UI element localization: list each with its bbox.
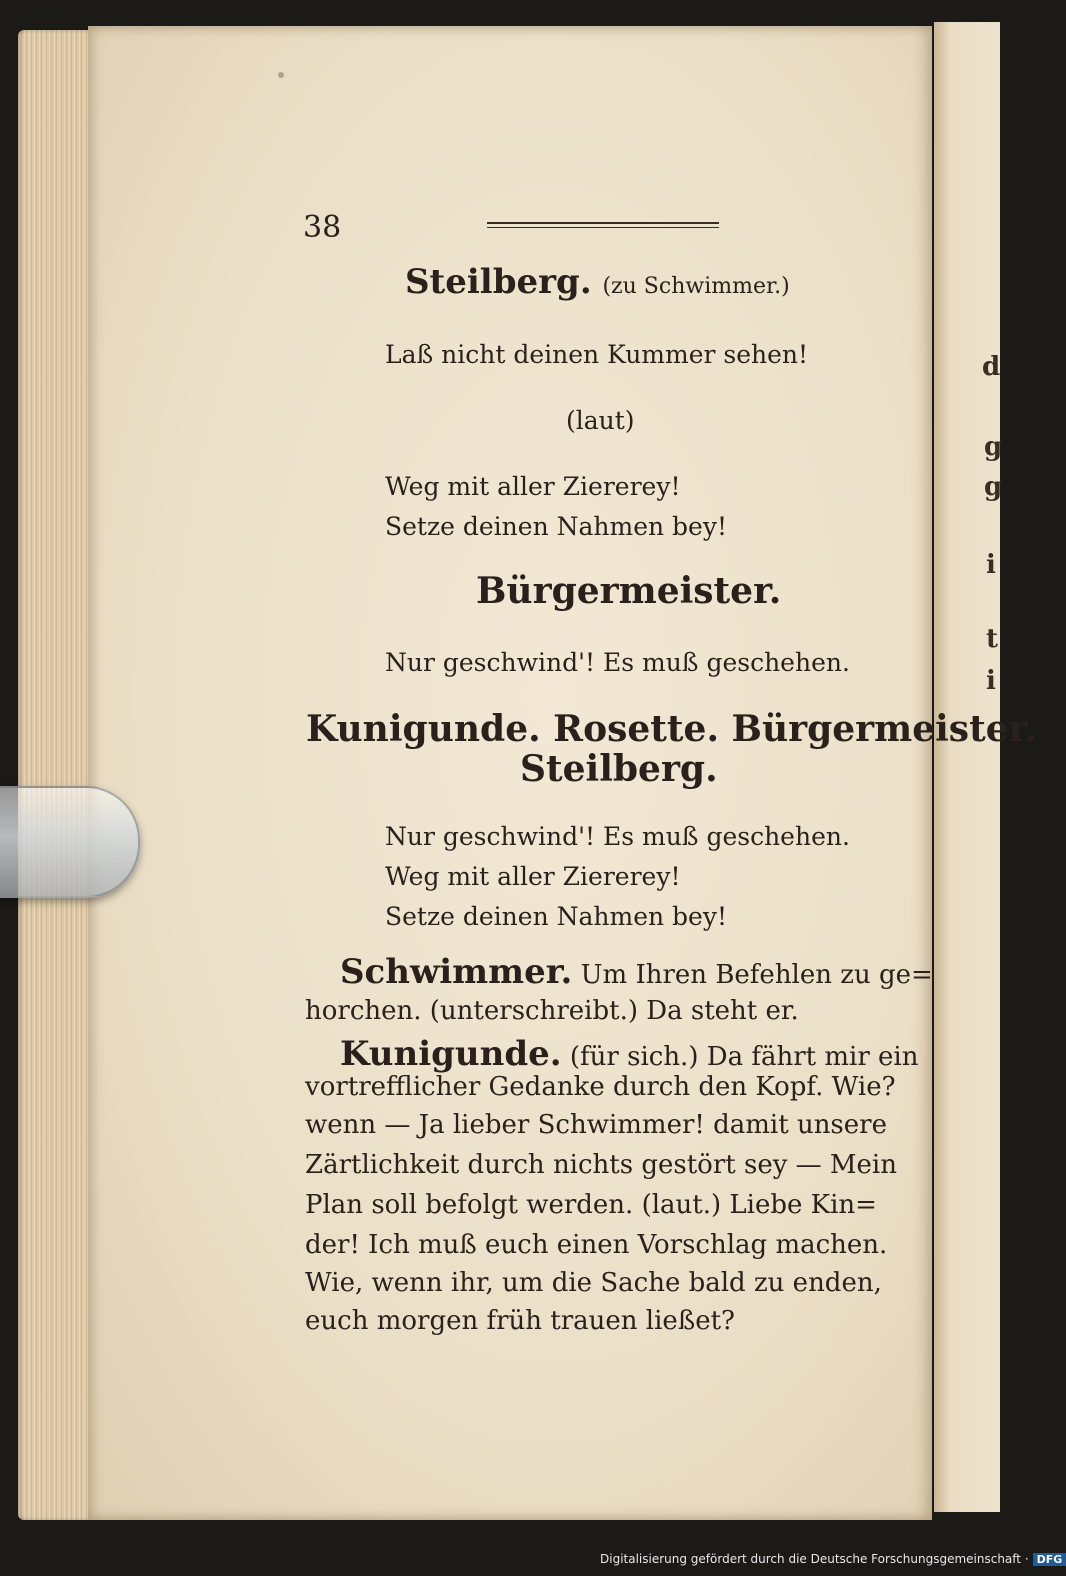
- prose-text: (für sich.) Da fährt mir ein: [569, 1042, 919, 1072]
- prose-line: [340, 1034, 918, 1074]
- speaker-ensemble: Kunigunde. Rosette. Bürgermeister.: [306, 708, 1037, 750]
- prose-line: Zärtlichkeit durch nichts gestört sey — Mein: [305, 1150, 897, 1180]
- prose-text: Um Ihren Befehlen zu ge=: [580, 960, 933, 990]
- verse-line: Nur geschwind'! Es muß geschehen.: [385, 822, 850, 851]
- prose-line: vortrefflicher Gedanke durch den Kopf. Wie?: [305, 1072, 896, 1102]
- paper-speck: [278, 72, 284, 78]
- speaker-schwimmer: Schwimmer.: [340, 952, 573, 992]
- prose-line: der! Ich muß euch einen Vorschlag machen.: [305, 1230, 888, 1260]
- footer-text: Digitalisierung gefördert durch die Deutsche Forschungsgemeinschaft ·: [600, 1552, 1029, 1566]
- next-page-edge: [934, 22, 1003, 1512]
- stage-direction: (zu Schwimmer.): [602, 274, 790, 299]
- verse-line: Laß nicht deinen Kummer sehen!: [385, 340, 809, 369]
- next-page-glyph: t: [986, 624, 999, 654]
- verse-line: Weg mit aller Ziererey!: [385, 862, 681, 891]
- page-number: 38: [303, 210, 342, 245]
- speaker-name: Steilberg.: [405, 262, 592, 302]
- header-rule: [487, 222, 719, 228]
- verse-line: Weg mit aller Ziererey!: [385, 472, 681, 501]
- stage-direction: (laut): [566, 406, 635, 435]
- prose-line: euch morgen früh trauen ließet?: [305, 1306, 735, 1336]
- speaker-kunigunde: Kunigunde.: [340, 1034, 562, 1074]
- dfg-logo: DFG: [1033, 1553, 1066, 1566]
- digitization-footer: [600, 1552, 1066, 1566]
- next-page-glyph: g: [984, 432, 1003, 462]
- speaker-buergermeister: Bürgermeister.: [476, 570, 782, 612]
- prose-line: horchen. (unterschreibt.) Da steht er.: [305, 996, 799, 1026]
- speaker-steilberg: [405, 262, 790, 302]
- prose-line: Wie, wenn ihr, um die Sache bald zu enden,: [305, 1268, 882, 1298]
- speaker-ensemble: Steilberg.: [520, 748, 718, 790]
- verse-line: Setze deinen Nahmen bey!: [385, 512, 728, 541]
- next-page-glyph: i: [986, 550, 996, 580]
- prose-line: Plan soll befolgt werden. (laut.) Liebe Kin=: [305, 1190, 877, 1220]
- page-clip: [0, 786, 140, 898]
- next-page-glyph: i: [986, 666, 996, 696]
- verse-line: Nur geschwind'! Es muß geschehen.: [385, 648, 850, 677]
- next-page-glyph: g: [984, 472, 1003, 502]
- prose-line: wenn — Ja lieber Schwimmer! damit unsere: [305, 1110, 887, 1140]
- next-page-glyph: d: [982, 352, 1001, 382]
- prose-line: [340, 952, 933, 992]
- verse-line: Setze deinen Nahmen bey!: [385, 902, 728, 931]
